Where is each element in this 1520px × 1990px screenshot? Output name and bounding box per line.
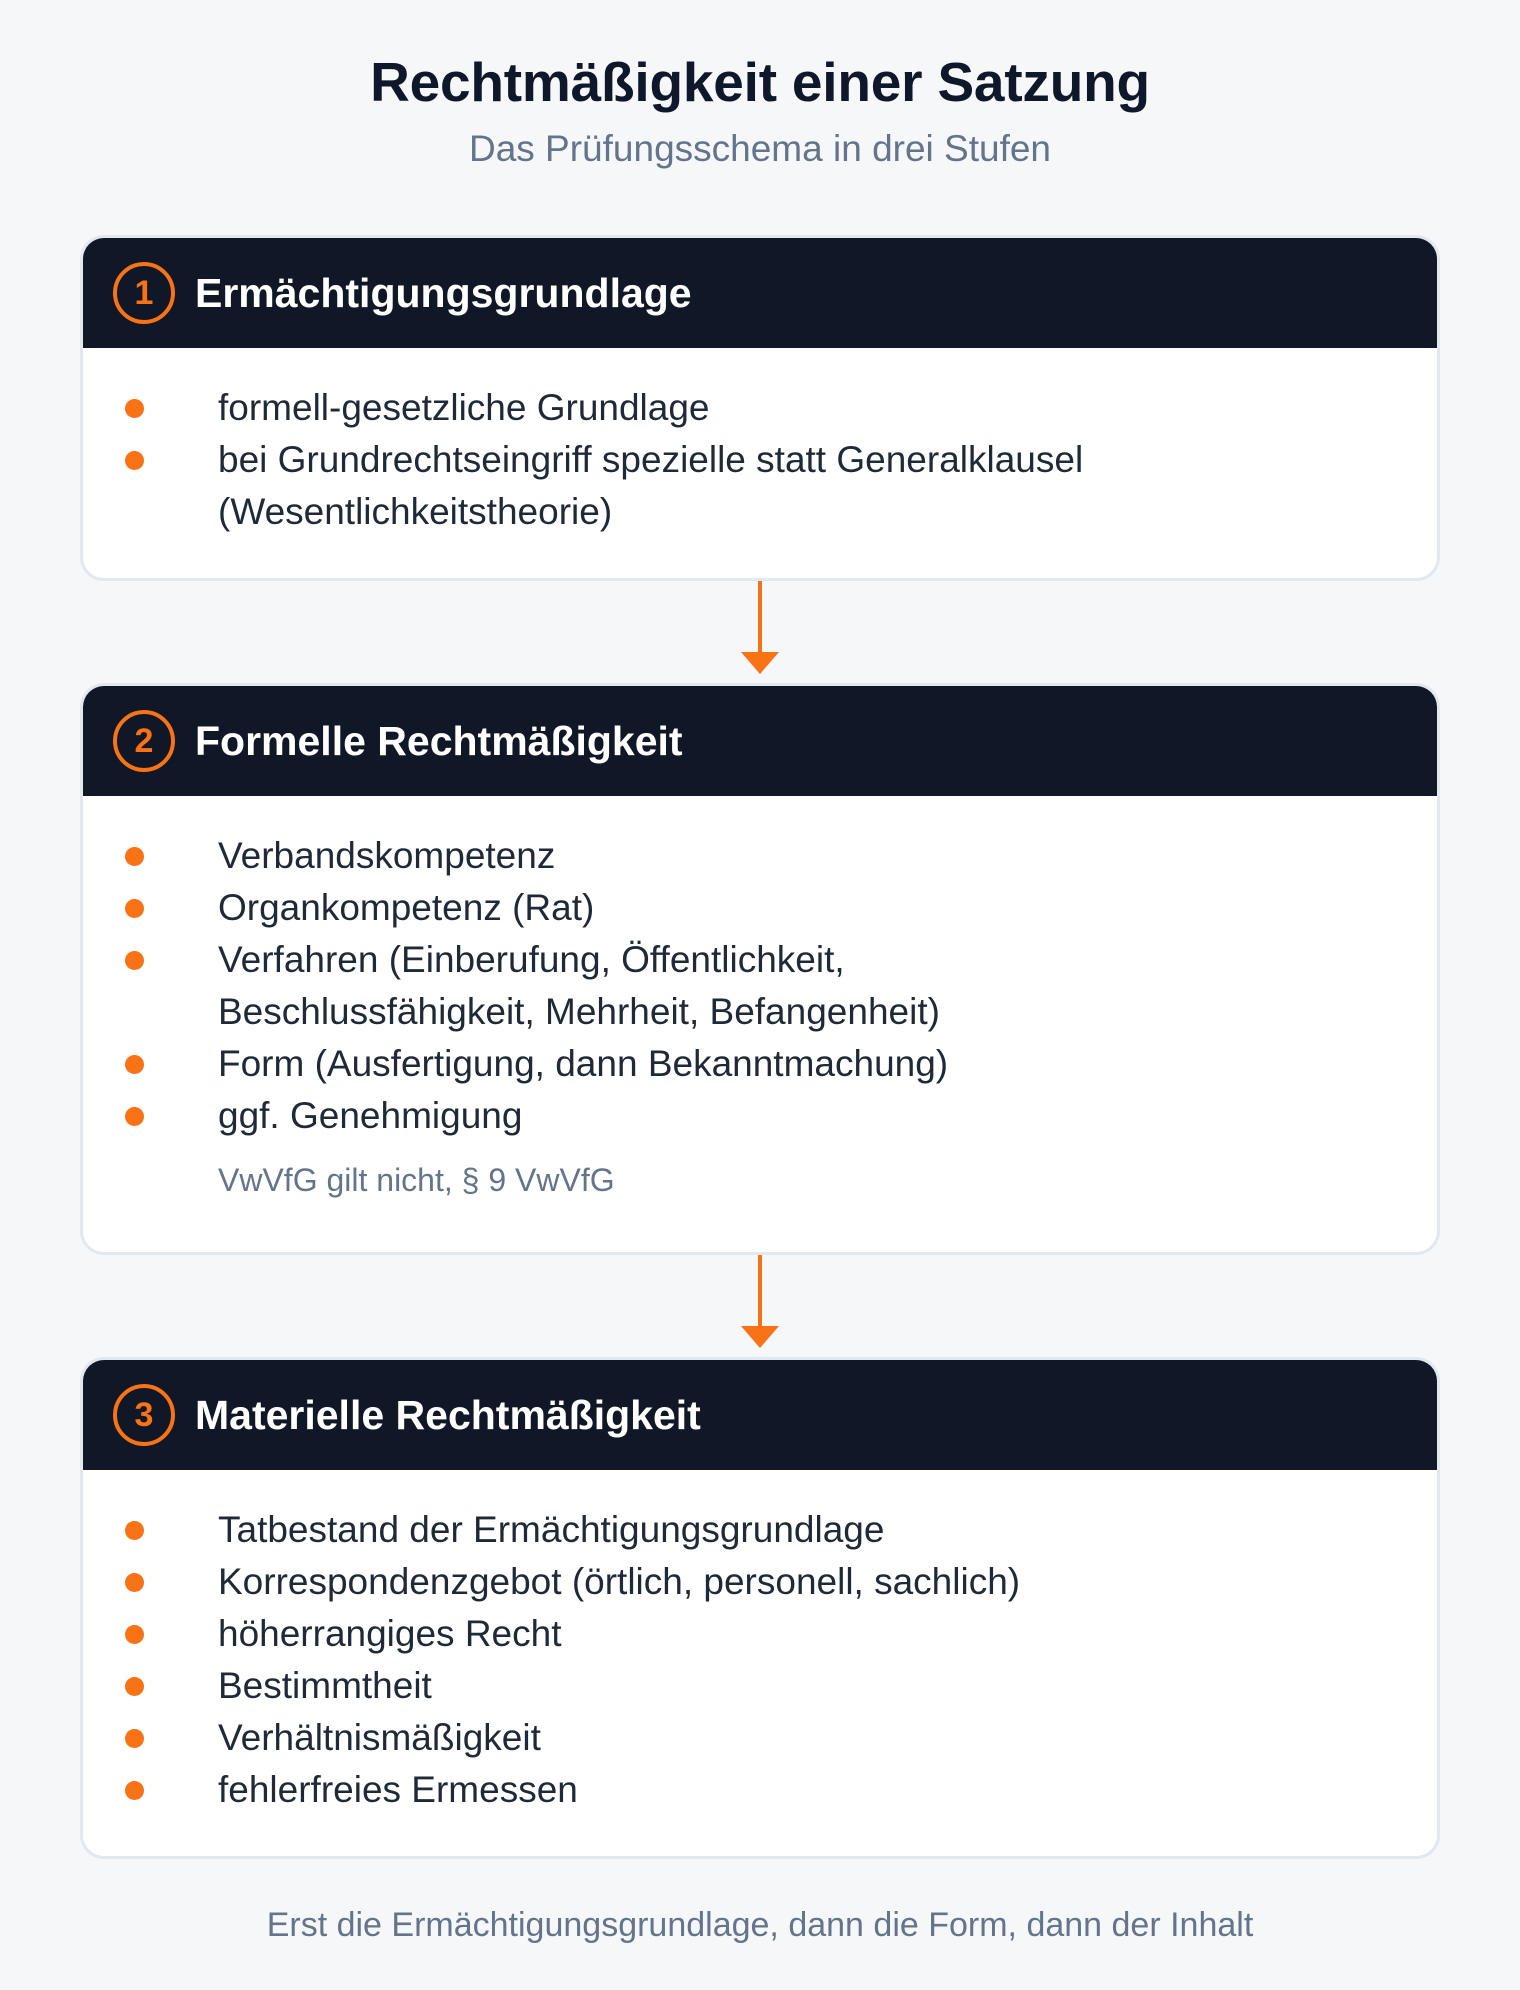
list-item-text: (Wesentlichkeitstheorie): [218, 491, 613, 532]
step-card-1: [80, 235, 1440, 581]
list-item-text: Verhältnismäßigkeit: [218, 1717, 541, 1758]
list-item: [123, 1090, 1397, 1142]
list-item: [123, 1038, 1397, 1090]
bullet-list: [123, 830, 1397, 1142]
bullet-dot-icon: [125, 1107, 144, 1126]
step-header-3: [83, 1360, 1437, 1470]
list-item-text: ggf. Genehmigung: [218, 1095, 523, 1136]
bullet-list: [123, 1504, 1397, 1816]
bullet-dot-icon: [125, 1781, 144, 1800]
footer-caption: Erst die Ermächtigungsgrundlage, dann die Form, dann der Inhalt: [266, 1906, 1254, 1944]
arrow-down-icon: [741, 1326, 779, 1348]
list-item: [123, 1660, 1397, 1712]
step-body-2: [83, 796, 1437, 1199]
list-item: [123, 1556, 1397, 1608]
list-item-text: fehlerfreies Ermessen: [218, 1769, 578, 1810]
step-title: Materielle Rechtmäßigkeit: [195, 1391, 701, 1438]
list-item-text: Verfahren (Einberufung, Öffentlichkeit,: [218, 939, 845, 980]
step-number-badge: 3: [113, 1384, 175, 1446]
step-body-1: [83, 348, 1437, 538]
page-title: Rechtmäßigkeit einer Satzung: [370, 51, 1150, 113]
list-item: [123, 882, 1397, 934]
list-item-text: Bestimmtheit: [218, 1665, 432, 1706]
bullet-dot-icon: [125, 451, 144, 470]
step-number-badge: 2: [113, 710, 175, 772]
list-item-text: Beschlussfähigkeit, Mehrheit, Befangenheit): [218, 991, 940, 1032]
list-item-text: Tatbestand der Ermächtigungsgrundlage: [218, 1509, 885, 1550]
list-item-text: Form (Ausfertigung, dann Bekanntmachung): [218, 1043, 949, 1084]
list-item: [123, 830, 1397, 882]
bullet-list: [123, 382, 1397, 538]
list-item: [123, 934, 1397, 986]
bullet-dot-icon: [125, 1573, 144, 1592]
list-item: [123, 1504, 1397, 1556]
list-item: [123, 1764, 1397, 1816]
bullet-dot-icon: [125, 1055, 144, 1074]
list-item-text: höherrangiges Recht: [218, 1613, 562, 1654]
list-item: [123, 1608, 1397, 1660]
bullet-dot-icon: [125, 847, 144, 866]
step-title: Ermächtigungsgrundlage: [195, 269, 692, 316]
bullet-dot-icon: [125, 951, 144, 970]
step-title: Formelle Rechtmäßigkeit: [195, 717, 683, 764]
step-header-1: [83, 238, 1437, 348]
list-item-text: Verbandskompetenz: [218, 835, 556, 876]
page-subtitle: Das Prüfungsschema in drei Stufen: [468, 128, 1052, 169]
list-item-text: bei Grundrechtseingriff spezielle statt Generalklausel: [218, 439, 1084, 480]
step-body-3: [83, 1470, 1437, 1816]
bullet-dot-icon: [125, 1677, 144, 1696]
step-number-badge: 1: [113, 262, 175, 324]
bullet-dot-icon: [125, 1625, 144, 1644]
step-header-2: [83, 686, 1437, 796]
step-card-2: [80, 683, 1440, 1255]
bullet-dot-icon: [125, 1729, 144, 1748]
list-item-text: formell-gesetzliche Grundlage: [218, 387, 710, 428]
list-item: [123, 1712, 1397, 1764]
flow-arrow-1: [758, 581, 762, 655]
bullet-dot-icon: [125, 1521, 144, 1540]
list-item-text: Organkompetenz (Rat): [218, 887, 595, 928]
list-item: [123, 434, 1397, 486]
arrow-down-icon: [741, 652, 779, 674]
step-note: VwVfG gilt nicht, § 9 VwVfG: [218, 1162, 615, 1198]
list-item-text: Korrespondenzgebot (örtlich, personell, sachlich): [218, 1561, 1021, 1602]
bullet-dot-icon: [125, 399, 144, 418]
list-item-continuation: [123, 486, 1397, 538]
flow-arrow-2: [758, 1255, 762, 1327]
bullet-dot-icon: [125, 899, 144, 918]
list-item: [123, 382, 1397, 434]
step-card-3: [80, 1357, 1440, 1859]
list-item-continuation: [123, 986, 1397, 1038]
